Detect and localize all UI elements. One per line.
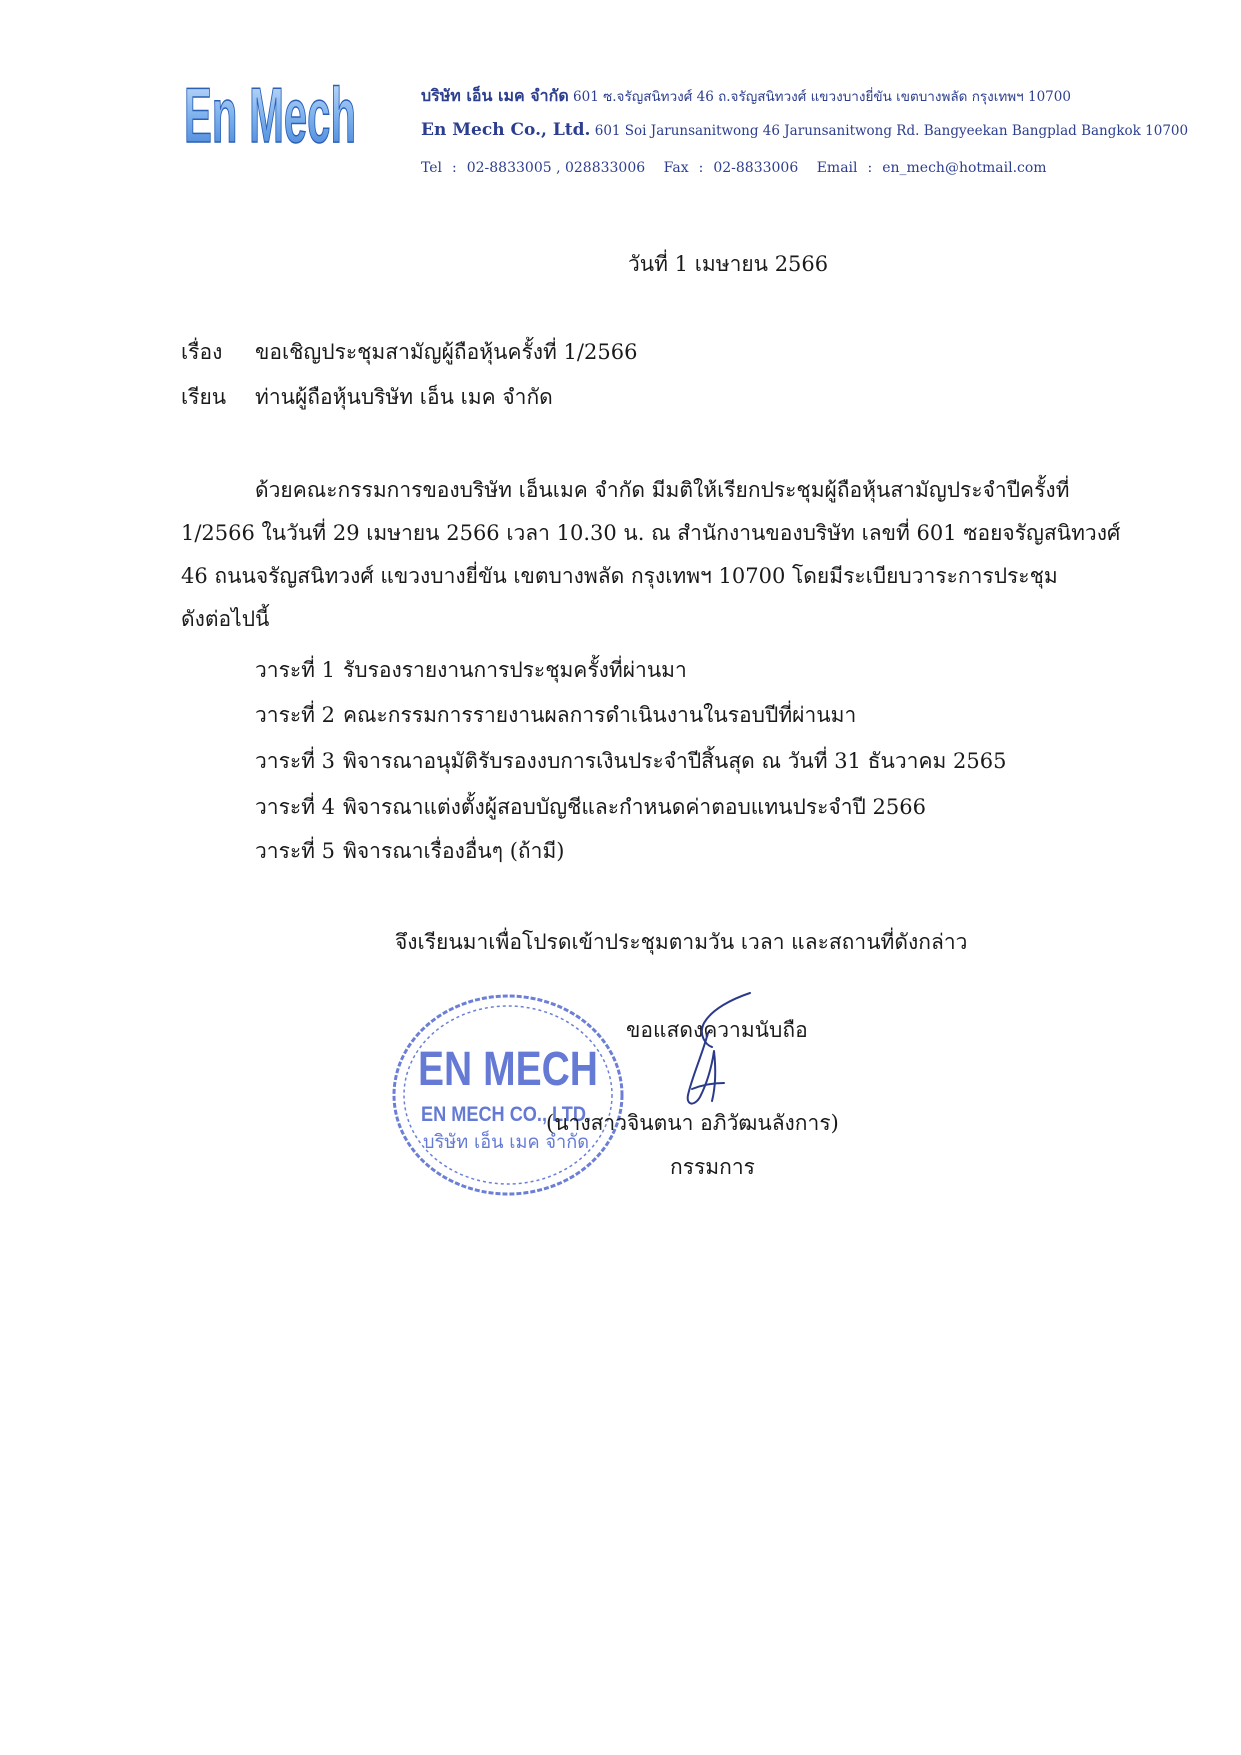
tel-value: 02-8833005 , 028833006 [466, 160, 646, 176]
handwritten-signature [672, 985, 762, 1125]
company-name-th: บริษัท เอ็น เมค จำกัด [421, 86, 569, 105]
signer-name: (นางสาวจินตนา อภิวัฒนลังการ) [546, 1111, 839, 1135]
stamp-line-3: บริษัท เอ็น เมค จำกัด [423, 1131, 597, 1153]
letterhead-thai-line [421, 84, 1071, 109]
company-stamp [388, 990, 628, 1200]
agenda-text: พิจารณาอนุมัติรับรองงบการเงินประจำปีสิ้นสุด ณ วันที่ 31 ธันวาคม 2565 [343, 749, 1007, 773]
letter-date: วันที่ 1 เมษายน 2566 [628, 252, 829, 276]
tel-label: Tel [421, 160, 443, 176]
recipient-label: เรียน [181, 385, 227, 409]
company-logo [182, 62, 360, 158]
address-en: 601 Soi Jarunsanitwong 46 Jarunsanitwong Rd. Bangyeekan Bangplad Bangkok 10700 [594, 123, 1189, 139]
paragraph-line: 1/2566 ในวันที่ 29 เมษายน 2566 เวลา 10.30 น. ณ สำนักงานของบริษัท เลขที่ 601 ซอยจรัญสนิทวงศ์ [181, 521, 1121, 545]
agenda-text: คณะกรรมการรายงานผลการดำเนินงานในรอบปีที่ผ่านมา [343, 703, 857, 727]
paragraph-line: 46 ถนนจรัญสนิทวงศ์ แขวงบางยี่ขัน เขตบางพลัด กรุงเทพฯ 10700 โดยมีระเบียบวาระการประชุม [181, 564, 1058, 588]
agenda-number: วาระที่ 4 [255, 795, 336, 819]
stamp-line-1: EN MECH [418, 1043, 598, 1096]
closing-sentence: จึงเรียนมาเพื่อโปรดเข้าประชุมตามวัน เวลา และสถานที่ดังกล่าว [395, 930, 968, 954]
agenda-text: พิจารณาเรื่องอื่นๆ (ถ้ามี) [343, 839, 565, 863]
company-name-en: En Mech Co., Ltd. [421, 120, 591, 140]
agenda-text: รับรองรายงานการประชุมครั้งที่ผ่านมา [343, 658, 687, 682]
agenda-number: วาระที่ 1 [255, 658, 336, 682]
stamp-line-2: EN MECH CO., LTD. [421, 1103, 591, 1126]
logo-graphic [182, 62, 360, 158]
fax-label: Fax [663, 160, 689, 176]
agenda-number: วาระที่ 5 [255, 839, 336, 863]
stamp-seal [388, 990, 628, 1200]
email-label: Email [816, 160, 858, 176]
agenda-item [255, 705, 856, 726]
paragraph-line: ดังต่อไปนี้ [181, 607, 270, 631]
address-th: 601 ซ.จรัญสนิทวงศ์ 46 ถ.จรัญสนิทวงศ์ แขวงบางยี่ขัน เขตบางพลัด กรุงเทพฯ 10700 [573, 89, 1071, 105]
agenda-item [255, 751, 1006, 772]
agenda-item [255, 841, 564, 862]
fax-value: 02-8833006 [713, 160, 799, 176]
subject-text: ขอเชิญประชุมสามัญผู้ถือหุ้นครั้งที่ 1/2566 [255, 340, 638, 364]
logo-text: En Mech [184, 71, 356, 158]
agenda-item [255, 660, 687, 681]
paragraph-line: ด้วยคณะกรรมการของบริษัท เอ็นเมค จำกัด มีมติให้เรียกประชุมผู้ถือหุ้นสามัญประจำปีครั้งที่ [255, 478, 1070, 502]
regards-text: ขอแสดงความนับถือ [626, 1018, 808, 1042]
recipient-text: ท่านผู้ถือหุ้นบริษัท เอ็น เมค จำกัด [255, 385, 553, 409]
agenda-item [255, 797, 926, 818]
subject-label: เรื่อง [181, 340, 223, 364]
letterhead-contact-line: Tel : 02-8833005 , 028833006 Fax : 02-8833006 Email : en_mech@hotmail.com [421, 160, 1047, 176]
signer-title: กรรมการ [670, 1155, 755, 1179]
agenda-number: วาระที่ 2 [255, 703, 336, 727]
email-value: en_mech@hotmail.com [882, 160, 1047, 176]
agenda-number: วาระที่ 3 [255, 749, 336, 773]
agenda-text: พิจารณาแต่งตั้งผู้สอบบัญชีและกำหนดค่าตอบแทนประจำปี 2566 [343, 795, 926, 819]
letterhead-english-line [421, 120, 1188, 140]
